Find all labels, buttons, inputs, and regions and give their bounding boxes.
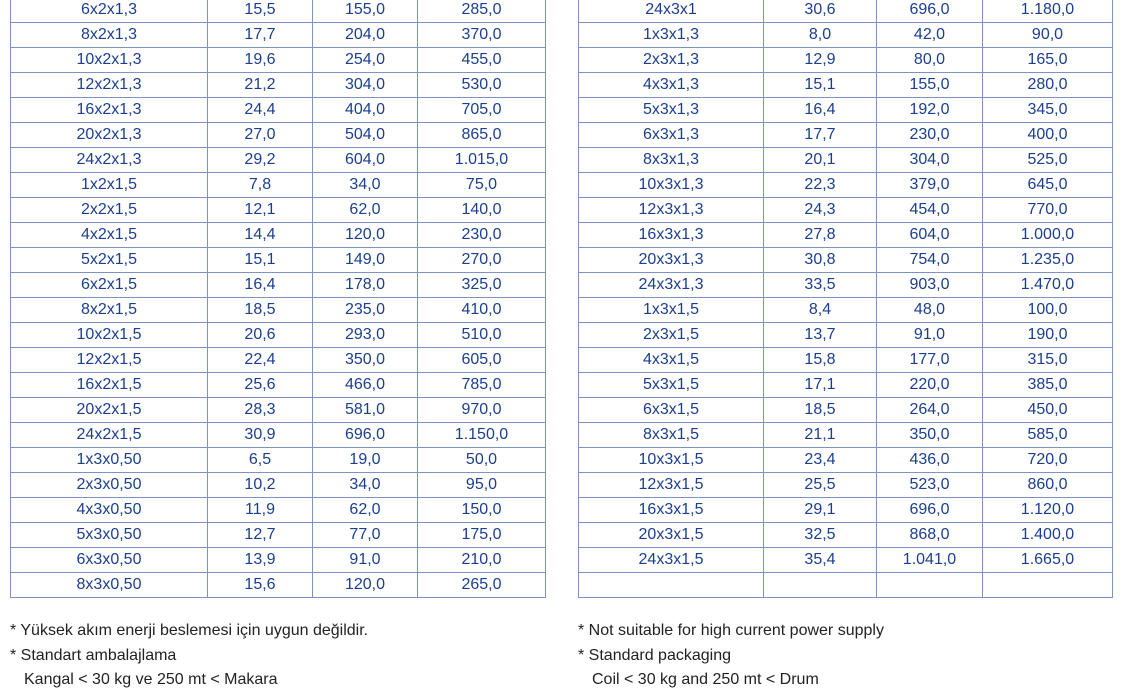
right-table-cell-cross-section	[579, 573, 764, 598]
right-table-row	[579, 548, 1113, 573]
right-table-cell-copper-weight: 436,0	[877, 448, 983, 473]
right-table-cell-cable-weight: 345,0	[983, 98, 1113, 123]
right-table-cell-copper-weight: 48,0	[877, 298, 983, 323]
left-table-cell-diameter: 15,1	[208, 248, 313, 273]
right-table-cell-copper-weight: 903,0	[877, 273, 983, 298]
right-table-cell-diameter: 30,6	[764, 0, 877, 23]
left-table-cell-diameter: 12,1	[208, 198, 313, 223]
right-table-cell-cable-weight: 1.180,0	[983, 0, 1113, 23]
left-table-row	[11, 398, 546, 423]
note-tr-high-current: * Yüksek akım enerji beslemesi için uygun değildir.	[10, 622, 369, 639]
left-table-row	[11, 348, 546, 373]
right-table-cell-cross-section: 8x3x1,3	[579, 148, 764, 173]
left-table-cell-diameter: 17,7	[208, 23, 313, 48]
right-table-cell-cross-section: 2x3x1,3	[579, 48, 764, 73]
left-table-cell-cable-weight: 605,0	[418, 348, 546, 373]
right-table-cell-cross-section: 1x3x1,5	[579, 298, 764, 323]
right-table-cell-diameter: 15,8	[764, 348, 877, 373]
right-table-cell-cross-section: 6x3x1,5	[579, 398, 764, 423]
right-table-cell-diameter: 33,5	[764, 273, 877, 298]
left-table-cell-cross-section: 2x2x1,5	[11, 198, 208, 223]
left-table-cell-cross-section: 20x2x1,3	[11, 123, 208, 148]
right-table-row	[579, 498, 1113, 523]
right-table-cell-copper-weight: 304,0	[877, 148, 983, 173]
right-table-cell-cross-section: 5x3x1,3	[579, 98, 764, 123]
left-table-cell-copper-weight: 77,0	[313, 523, 418, 548]
left-table-cell-cross-section: 5x3x0,50	[11, 523, 208, 548]
right-table-cell-cross-section: 16x3x1,3	[579, 223, 764, 248]
left-table-cell-copper-weight: 254,0	[313, 48, 418, 73]
left-table-cell-cable-weight: 510,0	[418, 323, 546, 348]
right-table-cell-cable-weight: 525,0	[983, 148, 1113, 173]
note-en-standard-packaging: * Standard packaging	[578, 647, 731, 664]
right-table-cell-cross-section: 20x3x1,3	[579, 248, 764, 273]
left-table-row	[11, 423, 546, 448]
left-table-cell-cross-section: 6x2x1,5	[11, 273, 208, 298]
left-table-cell-cable-weight: 865,0	[418, 123, 546, 148]
left-table-row	[11, 573, 546, 598]
left-table-row	[11, 298, 546, 323]
right-table-cell-copper-weight: 696,0	[877, 0, 983, 23]
right-table-cell-diameter: 16,4	[764, 98, 877, 123]
right-table-cell-diameter: 29,1	[764, 498, 877, 523]
right-table-row	[579, 73, 1113, 98]
left-table-row	[11, 548, 546, 573]
left-table-cell-cable-weight: 150,0	[418, 498, 546, 523]
right-table-row	[579, 123, 1113, 148]
cable-spec-table-right	[578, 0, 1113, 598]
left-table-cell-copper-weight: 293,0	[313, 323, 418, 348]
right-table-cell-copper-weight: 604,0	[877, 223, 983, 248]
left-table-cell-cross-section: 20x2x1,5	[11, 398, 208, 423]
left-table-cell-diameter: 21,2	[208, 73, 313, 98]
left-table-row	[11, 23, 546, 48]
right-table-cell-copper-weight: 754,0	[877, 248, 983, 273]
right-table-row	[579, 348, 1113, 373]
right-table-row	[579, 223, 1113, 248]
right-table-cell-diameter: 32,5	[764, 523, 877, 548]
right-table-cell-copper-weight: 80,0	[877, 48, 983, 73]
left-table-cell-cross-section: 4x3x0,50	[11, 498, 208, 523]
left-table-cell-cable-weight: 370,0	[418, 23, 546, 48]
left-table-cell-copper-weight: 149,0	[313, 248, 418, 273]
left-table-cell-cable-weight: 410,0	[418, 298, 546, 323]
right-table-cell-cable-weight: 1.235,0	[983, 248, 1113, 273]
right-table-cell-cross-section: 1x3x1,3	[579, 23, 764, 48]
left-table-cell-copper-weight: 696,0	[313, 423, 418, 448]
left-table-cell-cross-section: 24x2x1,5	[11, 423, 208, 448]
right-table-row	[579, 198, 1113, 223]
right-table-cell-diameter: 35,4	[764, 548, 877, 573]
left-table-row	[11, 473, 546, 498]
left-table-cell-diameter: 20,6	[208, 323, 313, 348]
right-table-cell-cable-weight: 90,0	[983, 23, 1113, 48]
note-en-high-current: * Not suitable for high current power supply	[578, 622, 884, 639]
left-table-cell-cable-weight: 175,0	[418, 523, 546, 548]
left-table-cell-diameter: 30,9	[208, 423, 313, 448]
right-table-cell-cross-section: 10x3x1,5	[579, 448, 764, 473]
left-table-cell-cable-weight: 230,0	[418, 223, 546, 248]
right-table-cell-diameter: 24,3	[764, 198, 877, 223]
left-table-cell-diameter: 25,6	[208, 373, 313, 398]
right-table-cell-cable-weight: 1.000,0	[983, 223, 1113, 248]
right-table-row	[579, 373, 1113, 398]
left-table-cell-copper-weight: 604,0	[313, 148, 418, 173]
left-table-cell-diameter: 16,4	[208, 273, 313, 298]
right-table-cell-cable-weight: 585,0	[983, 423, 1113, 448]
note-tr-standard-packaging: * Standart ambalajlama	[10, 647, 177, 664]
left-table-cell-cable-weight: 75,0	[418, 173, 546, 198]
left-table-cell-diameter: 12,7	[208, 523, 313, 548]
right-table-cell-copper-weight: 155,0	[877, 73, 983, 98]
left-table-cell-cross-section: 16x2x1,5	[11, 373, 208, 398]
cable-spec-table-left	[10, 0, 546, 598]
left-table-cell-diameter: 10,2	[208, 473, 313, 498]
right-table-cell-diameter: 20,1	[764, 148, 877, 173]
left-table-cell-copper-weight: 466,0	[313, 373, 418, 398]
right-table-cell-cable-weight: 1.665,0	[983, 548, 1113, 573]
left-table-cell-cross-section: 16x2x1,3	[11, 98, 208, 123]
right-table-cell-cable-weight: 720,0	[983, 448, 1113, 473]
left-table-cell-diameter: 13,9	[208, 548, 313, 573]
right-table-cell-diameter: 13,7	[764, 323, 877, 348]
right-table-row	[579, 448, 1113, 473]
left-table-cell-cross-section: 12x2x1,5	[11, 348, 208, 373]
right-table-cell-cable-weight: 1.120,0	[983, 498, 1113, 523]
left-table-cell-cross-section: 1x3x0,50	[11, 448, 208, 473]
right-table-cell-cross-section: 2x3x1,5	[579, 323, 764, 348]
left-table-cell-copper-weight: 62,0	[313, 498, 418, 523]
left-table-row	[11, 123, 546, 148]
right-table-row	[579, 98, 1113, 123]
left-table-cell-cable-weight: 325,0	[418, 273, 546, 298]
left-table-row	[11, 48, 546, 73]
left-table-cell-cross-section: 10x2x1,5	[11, 323, 208, 348]
left-table-cell-diameter: 19,6	[208, 48, 313, 73]
right-table-cell-copper-weight: 523,0	[877, 473, 983, 498]
left-table-cell-diameter: 24,4	[208, 98, 313, 123]
right-table-cell-diameter	[764, 573, 877, 598]
left-table-cell-copper-weight: 34,0	[313, 173, 418, 198]
right-table-row	[579, 23, 1113, 48]
left-table-cell-copper-weight: 178,0	[313, 273, 418, 298]
left-table-cell-cross-section: 6x2x1,3	[11, 0, 208, 23]
left-table-row	[11, 498, 546, 523]
right-table-cell-cable-weight: 1.470,0	[983, 273, 1113, 298]
right-table-row	[579, 148, 1113, 173]
left-table-cell-copper-weight: 62,0	[313, 198, 418, 223]
right-table-row	[579, 0, 1113, 23]
left-table-row	[11, 173, 546, 198]
left-table-cell-diameter: 7,8	[208, 173, 313, 198]
right-table-row	[579, 273, 1113, 298]
left-table-cell-cross-section: 10x2x1,3	[11, 48, 208, 73]
right-table-cell-copper-weight: 454,0	[877, 198, 983, 223]
right-table-cell-copper-weight: 379,0	[877, 173, 983, 198]
left-table-cell-copper-weight: 155,0	[313, 0, 418, 23]
left-table-cell-copper-weight: 504,0	[313, 123, 418, 148]
right-table-cell-cable-weight: 770,0	[983, 198, 1113, 223]
right-table-cell-copper-weight: 350,0	[877, 423, 983, 448]
left-table-cell-copper-weight: 350,0	[313, 348, 418, 373]
right-table-row	[579, 473, 1113, 498]
right-table-cell-diameter: 22,3	[764, 173, 877, 198]
left-table-cell-cable-weight: 285,0	[418, 0, 546, 23]
left-table-cell-cross-section: 2x3x0,50	[11, 473, 208, 498]
right-table-cell-diameter: 17,7	[764, 123, 877, 148]
left-table-cell-diameter: 28,3	[208, 398, 313, 423]
left-table-cell-copper-weight: 120,0	[313, 223, 418, 248]
right-table-row	[579, 523, 1113, 548]
left-table-cell-copper-weight: 120,0	[313, 573, 418, 598]
left-table-row	[11, 448, 546, 473]
right-table-cell-cable-weight: 190,0	[983, 323, 1113, 348]
left-table-row	[11, 373, 546, 398]
left-table-cell-cable-weight: 705,0	[418, 98, 546, 123]
right-table-cell-cross-section: 24x3x1	[579, 0, 764, 23]
left-table-row	[11, 98, 546, 123]
right-table-cell-cable-weight: 1.400,0	[983, 523, 1113, 548]
right-table-cell-cable-weight: 100,0	[983, 298, 1113, 323]
left-table-cell-cable-weight: 210,0	[418, 548, 546, 573]
right-table-row	[579, 323, 1113, 348]
right-table-cell-cable-weight: 280,0	[983, 73, 1113, 98]
left-table-cell-cable-weight: 265,0	[418, 573, 546, 598]
right-table-row	[579, 248, 1113, 273]
right-table-cell-diameter: 8,0	[764, 23, 877, 48]
right-table-cell-copper-weight: 91,0	[877, 323, 983, 348]
right-table-cell-copper-weight: 696,0	[877, 498, 983, 523]
right-table-cell-diameter: 30,8	[764, 248, 877, 273]
right-table-cell-copper-weight	[877, 573, 983, 598]
right-table-cell-copper-weight: 230,0	[877, 123, 983, 148]
left-table-cell-diameter: 22,4	[208, 348, 313, 373]
left-table-cell-copper-weight: 235,0	[313, 298, 418, 323]
right-table-cell-diameter: 17,1	[764, 373, 877, 398]
right-table-cell-cable-weight: 645,0	[983, 173, 1113, 198]
right-table-cell-cross-section: 6x3x1,3	[579, 123, 764, 148]
left-table-row	[11, 248, 546, 273]
left-table-cell-diameter: 29,2	[208, 148, 313, 173]
right-table-cell-copper-weight: 868,0	[877, 523, 983, 548]
left-table-cell-cross-section: 5x2x1,5	[11, 248, 208, 273]
right-table-cell-diameter: 12,9	[764, 48, 877, 73]
right-table-cell-diameter: 25,5	[764, 473, 877, 498]
left-table-cell-cable-weight: 270,0	[418, 248, 546, 273]
left-table-cell-diameter: 15,6	[208, 573, 313, 598]
left-table-row	[11, 148, 546, 173]
left-table-cell-cross-section: 6x3x0,50	[11, 548, 208, 573]
left-table-cell-cross-section: 4x2x1,5	[11, 223, 208, 248]
right-table-cell-cross-section: 24x3x1,3	[579, 273, 764, 298]
right-table-cell-cable-weight	[983, 573, 1113, 598]
left-table-cell-cross-section: 8x3x0,50	[11, 573, 208, 598]
left-table-row	[11, 198, 546, 223]
right-table-cell-cross-section: 16x3x1,5	[579, 498, 764, 523]
right-table-row	[579, 173, 1113, 198]
left-table-row	[11, 523, 546, 548]
left-table-cell-cross-section: 8x2x1,3	[11, 23, 208, 48]
right-table-row	[579, 398, 1113, 423]
right-table-cell-copper-weight: 42,0	[877, 23, 983, 48]
left-table-cell-cable-weight: 970,0	[418, 398, 546, 423]
right-table-cell-cross-section: 20x3x1,5	[579, 523, 764, 548]
right-table-cell-cable-weight: 860,0	[983, 473, 1113, 498]
left-table-cell-diameter: 6,5	[208, 448, 313, 473]
right-table-row	[579, 423, 1113, 448]
right-table-cell-cable-weight: 315,0	[983, 348, 1113, 373]
right-table-cell-copper-weight: 220,0	[877, 373, 983, 398]
right-table-cell-copper-weight: 192,0	[877, 98, 983, 123]
left-table-cell-cross-section: 12x2x1,3	[11, 73, 208, 98]
right-table-cell-cable-weight: 400,0	[983, 123, 1113, 148]
left-table-cell-diameter: 15,5	[208, 0, 313, 23]
left-table-row	[11, 73, 546, 98]
left-table-cell-copper-weight: 91,0	[313, 548, 418, 573]
left-table-cell-diameter: 27,0	[208, 123, 313, 148]
left-table-cell-copper-weight: 204,0	[313, 23, 418, 48]
right-table-row	[579, 298, 1113, 323]
right-table-row	[579, 48, 1113, 73]
right-table-cell-cross-section: 4x3x1,3	[579, 73, 764, 98]
right-table-cell-cross-section: 24x3x1,5	[579, 548, 764, 573]
right-table-cell-copper-weight: 177,0	[877, 348, 983, 373]
left-table-cell-copper-weight: 304,0	[313, 73, 418, 98]
right-table-cell-cable-weight: 165,0	[983, 48, 1113, 73]
right-table-cell-copper-weight: 264,0	[877, 398, 983, 423]
right-table-cell-diameter: 27,8	[764, 223, 877, 248]
left-table-cell-cable-weight: 140,0	[418, 198, 546, 223]
left-table-cell-copper-weight: 34,0	[313, 473, 418, 498]
left-table-cell-cross-section: 8x2x1,5	[11, 298, 208, 323]
left-table-row	[11, 323, 546, 348]
left-table-cell-cable-weight: 95,0	[418, 473, 546, 498]
left-table-cell-copper-weight: 581,0	[313, 398, 418, 423]
left-table-cell-cable-weight: 50,0	[418, 448, 546, 473]
left-table-cell-cable-weight: 1.015,0	[418, 148, 546, 173]
left-table-cell-diameter: 14,4	[208, 223, 313, 248]
left-table-cell-cable-weight: 1.150,0	[418, 423, 546, 448]
right-table-cell-cross-section: 12x3x1,3	[579, 198, 764, 223]
right-table-cell-cross-section: 12x3x1,5	[579, 473, 764, 498]
left-table-cell-cable-weight: 785,0	[418, 373, 546, 398]
left-table-row	[11, 223, 546, 248]
right-table-cell-cross-section: 5x3x1,5	[579, 373, 764, 398]
note-tr-coil-drum: Kangal < 30 kg ve 250 mt < Makara	[24, 671, 278, 688]
left-table-cell-diameter: 11,9	[208, 498, 313, 523]
left-table-cell-copper-weight: 19,0	[313, 448, 418, 473]
right-table-cell-diameter: 8,4	[764, 298, 877, 323]
right-table-cell-cross-section: 8x3x1,5	[579, 423, 764, 448]
right-table-cell-copper-weight: 1.041,0	[877, 548, 983, 573]
right-table-cell-diameter: 15,1	[764, 73, 877, 98]
left-table-cell-diameter: 18,5	[208, 298, 313, 323]
right-table-cell-diameter: 21,1	[764, 423, 877, 448]
left-table-row	[11, 273, 546, 298]
left-table-cell-cable-weight: 455,0	[418, 48, 546, 73]
right-table-cell-diameter: 23,4	[764, 448, 877, 473]
right-table-cell-cable-weight: 450,0	[983, 398, 1113, 423]
right-table-row	[579, 573, 1113, 598]
right-table-cell-cross-section: 10x3x1,3	[579, 173, 764, 198]
right-table-cell-cross-section: 4x3x1,5	[579, 348, 764, 373]
left-table-row	[11, 0, 546, 23]
right-table-cell-cable-weight: 385,0	[983, 373, 1113, 398]
left-table-cell-cable-weight: 530,0	[418, 73, 546, 98]
left-table-cell-cross-section: 1x2x1,5	[11, 173, 208, 198]
right-table-cell-diameter: 18,5	[764, 398, 877, 423]
left-table-cell-cross-section: 24x2x1,3	[11, 148, 208, 173]
left-table-cell-copper-weight: 404,0	[313, 98, 418, 123]
note-en-coil-drum: Coil < 30 kg and 250 mt < Drum	[592, 671, 819, 688]
